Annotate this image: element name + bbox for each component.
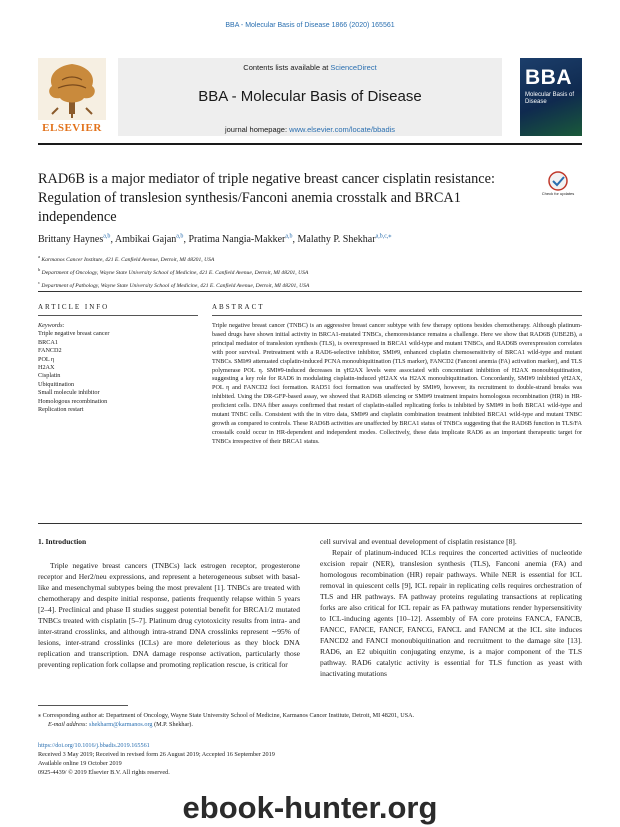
journal-title: BBA - Molecular Basis of Disease [198,88,422,105]
check-for-updates-label: Check for updates [541,191,575,196]
body-column-right [320,536,582,679]
keyword: Replication restart [38,406,84,414]
contents-prefix: Contents lists available at [243,63,331,72]
abstract-text: Triple negative breast cancer (TNBC) is an aggressive breast cancer subtype with few therapy options besides chemotherapy. Although platinum-based drugs have shown initial activity in BRCA1-mutated TNBCs, chemoresistance remains a challenge. Here we show that RAD6B (UBE2B), a principal mediator of translesion synthesis (TLS), is overexpressed in BRCA1 wild-type and mutant TNBCs, and RAD6B overexpression correlates with poor survival. Pretreatment with a RAD6-selective inhibitor, SMI#9, enhanced cisplatin chemosensitivity of BRCA1 wild-type and mutant TNBCs. SMI#9 attenuated cisplatin-induced PCNA monoubiquitination (TLS marker), FANCD2 (Fanconi anemia (FA) activation marker), and TLS polymerase POL η. SMI#9-induced decreases in γH2AX levels were associated with concomitant inhibition of H2AX monoubiquitination, suggesting a key role for RAD6 in modulating cisplatin-induced γH2AX via H2AX monoubiquitination. Concordantly, SMI#9 inhibited γH2AX, POL η and FANCD2 foci formation. RAD51 foci formation was unaffected by SMI#9, however, its recruitment to double-strand breaks was inhibited. Using the DR-GFP-based assay, we showed that RAD6B silencing or SMI#9 treatment impairs homologous recombination (HR) in HR-proficient cells. DNA fiber assays confirmed that restart of cisplatin-stalled replicating forks is inhibited by SMI#9 in both BRCA1 wild-type and mutant TNBC cells. Consistent with the in vitro data, SMI#9 and cisplatin combination treatment inhibited BRCA1 wild-type and mutant TNBC growth as compared to controls. These RAD6B activities are unaffected by BRCA1 status of TNBCs suggesting that the RAD6B function in TLS/FA crosstalk could occur in HR-dependent and independent modes. Collectively, these data implicate RAD6 as an important therapeutic target for TNBCs irrespective of their BRCA1 status. [212,322,582,445]
author[interactable]: Malathy P. Shekhar$^{a,b,c,⁎}$ [297,234,392,246]
body-paragraph: Repair of platinum-induced ICLs requires the concerted activities of nucleotide excision repair (NER), translesion synthesis (TLS), Fanconi anemia (FA) and homologous recombination (HR) repair pathways. While NER is essential for ICL removal in quiescent cells [9], ICL repair in replicating cells requires orchestration of TLS and HR pathways. FA pathway proteins regulating transactions at replicating forks are also critical for ICL repair as FA pathway mutations render hypersensitivity to ICL-inducing agents [10–12]. Assembly of FA core proteins FANCA, FANCB, FANCC, FANCE, FANCF, FANCG, FANCL and FANCM at the ICL site induces FANCD2 and FANCI monoubiquitination and recruitment to the damage site [13]. RAD6, an E2 ubiquitin conjugating enzyme, is a major component of the TLS pathway. RAD6 catalytic activity is essential for TLS function as yeast with inactivating mutations [320,548,582,678]
email-line [38,720,582,729]
keywords-label: Keywords: [38,322,65,329]
article-title: RAD6B is a major mediator of triple negative breast cancer cisplatin resistance: Regulation of translesion synthesis/Fanconi anemia crosstalk and BRCA1 independence [38,171,495,225]
footnote-rule [38,705,128,706]
keyword: Homologous recombination [38,397,108,405]
affiliation: $^a$ Karmanos Cancer Institute, 421 E. Canfield Avenue, Detroit, MI 48201, USA [38,254,215,263]
affiliations [38,252,598,291]
email-suffix: (M.P. Shekhar). [152,721,193,728]
affiliation: $^c$ Department of Pathology, Wayne State University School of Medicine, 421 E. Canfield Avenue, Detroit, MI 48201, USA [38,279,310,289]
keyword: Triple negative breast cancer [38,330,110,338]
corresponding-author-line: ⁎ Corresponding author at: Department of Oncology, Wayne State University School of Medicine, Karmanos Cancer Institute, Detroit, MI 48201, USA. [38,712,415,719]
email-link[interactable]: shekharm@karmanos.org [89,721,153,728]
section-heading-introduction: 1. Introduction [38,537,87,546]
header-divider [38,143,582,145]
contents-line [118,63,502,72]
homepage-link[interactable]: www.elsevier.com/locate/bbadis [289,125,396,134]
keyword: Ubiquitination [38,380,75,388]
author[interactable]: Ambikai Gajan$^{a,b}$, [114,234,189,246]
homepage-label: journal homepage: [224,125,290,134]
keyword: BRCA1 [38,338,58,346]
abstract-heading: ABSTRACT [212,303,265,311]
body-column-left [38,536,300,670]
author[interactable]: Brittany Haynes$^{a,b}$, [38,234,115,246]
check-for-updates-icon[interactable] [541,171,575,205]
affiliation-divider [38,291,582,292]
sciencedirect-link[interactable]: ScienceDirect [330,63,377,72]
doi-link[interactable]: https://doi.org/10.1016/j.bbadis.2019.165561 [38,742,150,749]
keyword: FANCD2 [38,347,62,355]
publisher-name: ELSEVIER [42,122,102,134]
author[interactable]: Pratima Nangia-Makker$^{a,b}$, [188,234,298,246]
journal-reference[interactable]: BBA - Molecular Basis of Disease 1866 (2020) 165561 [225,22,395,29]
author-list [38,233,598,245]
copyright: 0925-4439/ © 2019 Elsevier B.V. All rights reserved. [38,769,170,776]
body-paragraph: cell survival and eventual development of cisplatin resistance [8]. [320,537,517,546]
received-dates: Received 3 May 2019; Received in revised form 26 August 2019; Accepted 16 September 2019 [38,751,275,758]
watermark-text: ebook-hunter.org [182,790,438,825]
abstract-divider [38,523,582,524]
keywords-block [38,322,198,414]
cover-title: BBA [525,66,572,89]
email-label: E-mail address: [48,721,90,728]
cover-subtitle: Molecular Basis of Disease [525,92,575,105]
abstract-rule [212,315,582,316]
corresponding-author-footnote [38,711,582,729]
body-paragraph: Triple negative breast cancers (TNBCs) lack estrogen receptor, progesterone receptor and Her2/neu expressions, and represent a heterogeneous subset with basal-like and mesenchymal subtypes being the most prevalent [1]. TNBCs are treated with chemotherapy and despite initial response, patients frequently relapse within 5 years [2–4]. Preclinical and phase II studies suggest potential benefit for BRCA1/2 mutated TNBCs treated with cisplatin [5–7]. Platinum drug cytotoxicity results from intra- and inter-strand crosslinks, and although intra-strand DNA crosslinks represent ∼95% of lesions, inter-strand crosslinks (ICLs) are more deleterious as they block DNA replication and transcription. DNA damage response activation, particularly those preventing replication fork collapse and promoting replication rescue, is critical for [38,561,300,669]
keyword: H2AX [38,364,55,372]
homepage-line [118,125,502,134]
publication-info [38,741,582,777]
affiliation: $^b$ Department of Oncology, Wayne State University School of Medicine, 421 E. Canfield Avenue, Detroit, MI 48201, USA [38,266,309,276]
article-info-rule [38,315,198,316]
online-date: Available online 19 October 2019 [38,760,122,767]
keyword: Small molecule inhibitor [38,389,100,397]
keyword: Cisplatin [38,372,61,380]
article-info-heading: ARTICLE INFO [38,303,110,311]
keyword: POL η [38,355,55,363]
